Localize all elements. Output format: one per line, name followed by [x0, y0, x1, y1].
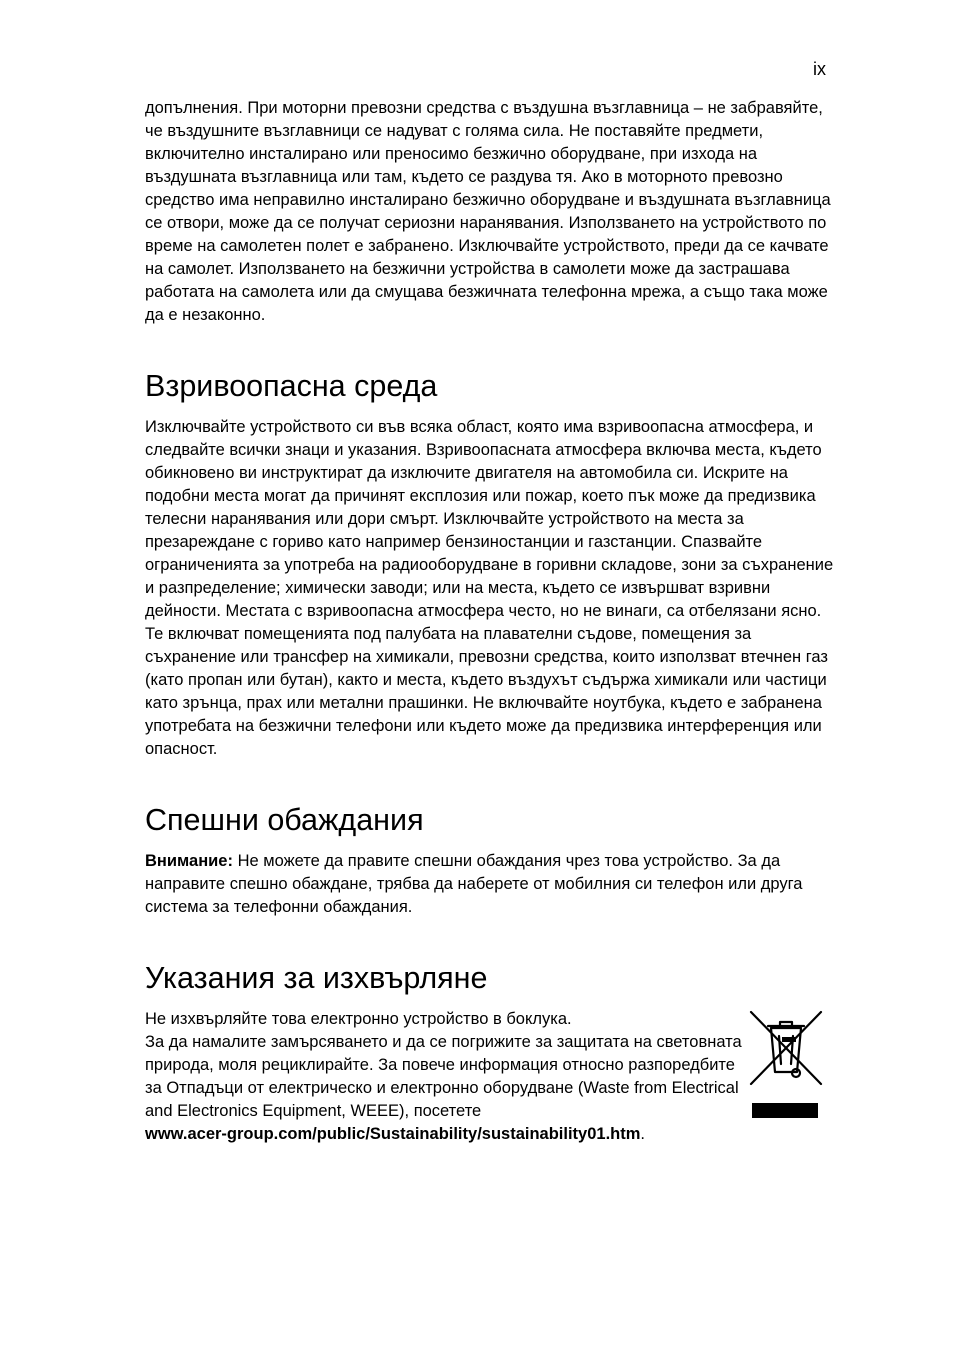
disposal-text [145, 1008, 745, 1146]
intro-paragraph: допълнения. При моторни превозни средства с въздушна възглавница – не забравяйте, че въздушните възглавници се надуват с голяма сила. Не поставяйте предмети, включително инсталирано или преносимо безжично оборудване, при изхода на въздушната възглавница или там, където се раздува тя. Ако в моторното превозно средство има неправилно инсталирано безжично оборудване и въздушната възглавница се отвори, може да се получат сериозни наранявания. Използването на устройството по време на самолетен полет е забранено. Изключвайте устройството, преди да се качвате на самолет. Използването на безжични устройства в самолети може да застрашава работата на самолета или да смущава безжичната телефонна мрежа, а също така може да е незаконно. [145, 99, 831, 324]
url-suffix: . [640, 1125, 645, 1143]
warning-label: Внимание: [145, 852, 233, 870]
explosive-environment-paragraph: Изключвайте устройството си във всяка област, която има взривоопасна атмосфера, и следвайте всички знаци и указания. Взривоопасната атмосфера включва места, където обикновено ви инструктират да изключите двигателя на автомобила си. Искрите на подобни места могат да причинят експлозия или пожар, което пък може да предизвика телесни наранявания или дори смърт. Изключвайте устройството на места за презареждане с гориво като например бензиностанции и газстанции. Спазвайте ограниченията за употреба на радиооборудване в горивни складове, зони за съхранение и разпределение; химически заводи; или на места, където се извършват взривни дейности. Местата с взривоопасна атмосфера често, но не винаги, са отбелязани ясно. Те включват помещенията под палубата на плавателни съдове, помещения за съхранение или трансфер на химикали, превозни средства, които използват втечнен газ (като пропан или бутан), както и места, където въздухът съдържа химикали или частици като зрънца, прах или метални прашинки. Не включвайте ноутбука, където е забранена употребата на безжични телефони или където може да предизвика интерференция или опасност. [145, 418, 834, 758]
weee-crossed-bin-icon [748, 1010, 824, 1118]
heading-explosive-environment: Взривоопасна среда [145, 369, 438, 403]
emergency-calls-paragraph [145, 850, 835, 919]
disposal-section [145, 1008, 835, 1146]
disposal-url-line [145, 1123, 745, 1146]
page-content [145, 97, 835, 1146]
disposal-paragraph: За да намалите замърсяването и да се погрижите за защитата на световната природа, моля рециклирайте. За повече информация относно разпоредбите за Отпадъци от електрическо и електронно оборудване (Waste from Electrical and Electronics Equipment, WEEE), посетете [145, 1033, 742, 1120]
heading-emergency-calls: Спешни обаждания [145, 803, 424, 837]
emergency-calls-text: Не можете да правите спешни обаждания чрез това устройство. За да направите спешно обаждане, трябва да наберете от мобилния си телефон или друга система за телефонни обаждания. [145, 852, 803, 916]
heading-disposal-instructions: Указания за изхвърляне [145, 961, 488, 995]
page-number: ix [813, 59, 826, 79]
disposal-line-1: Не изхвърляйте това електронно устройство в боклука. [145, 1010, 572, 1028]
sustainability-link[interactable]: www.acer-group.com/public/Sustainability/sustainability01.htm [145, 1125, 641, 1143]
